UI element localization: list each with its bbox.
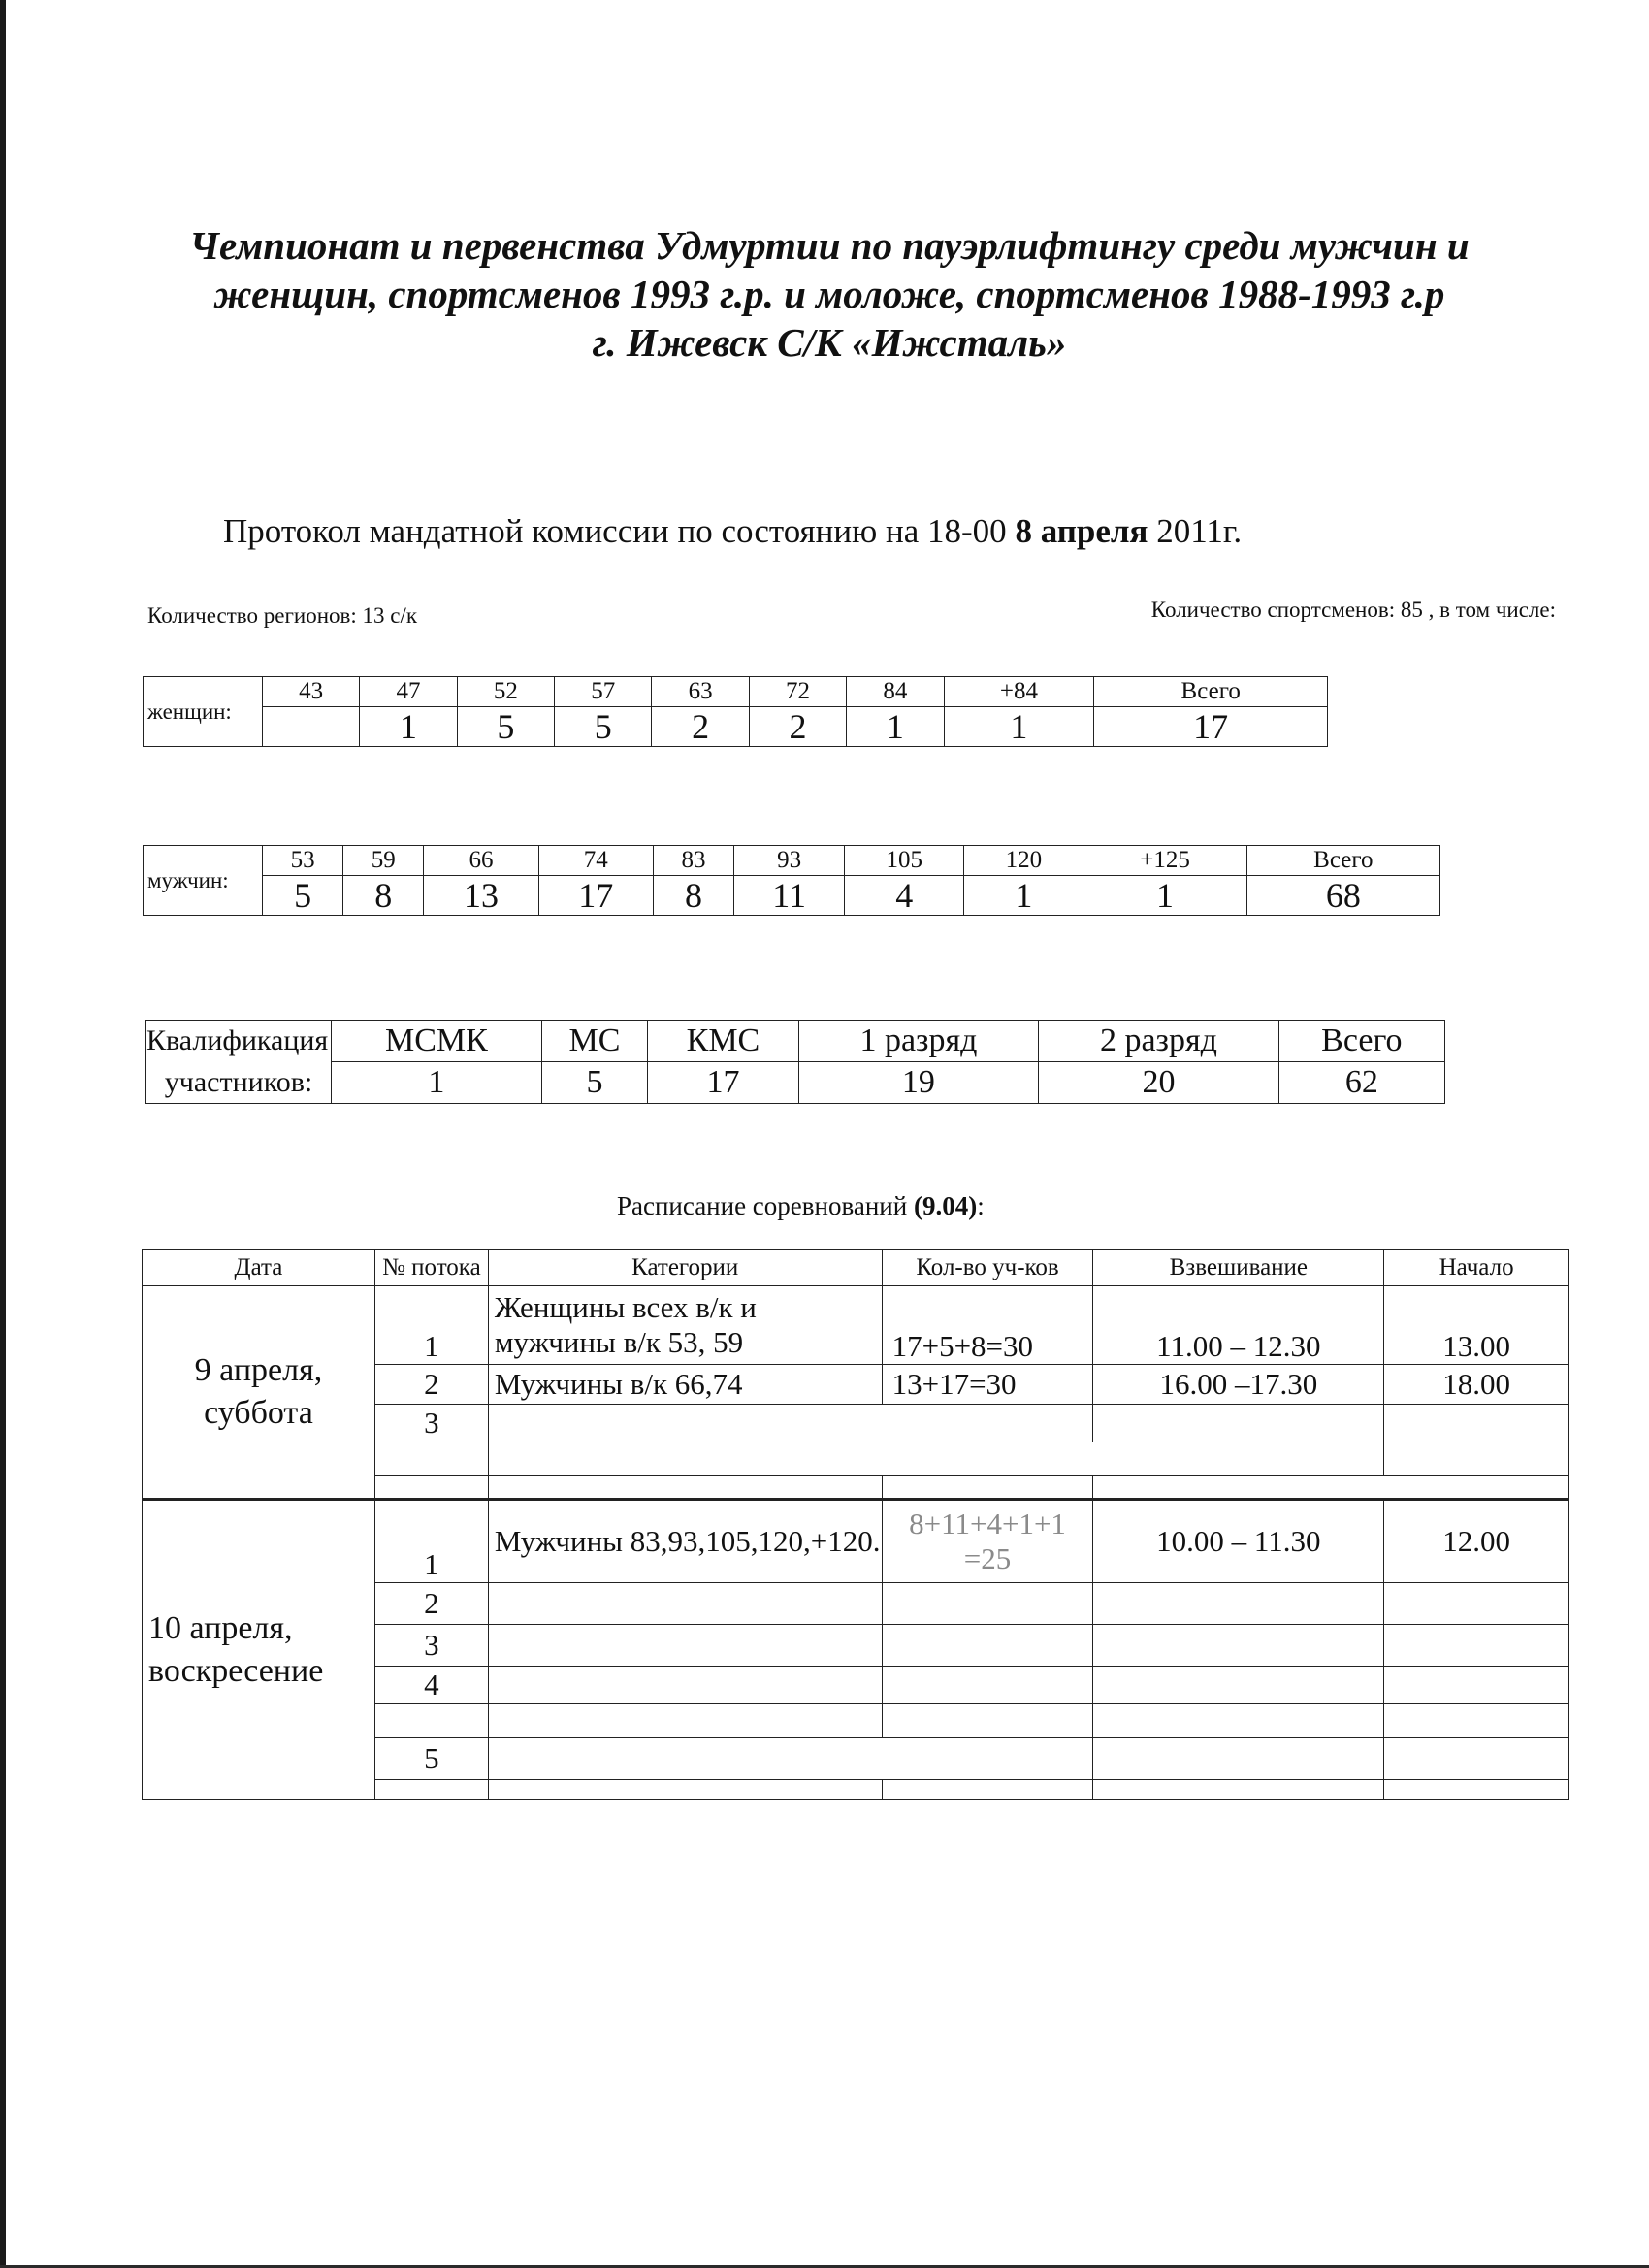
day2-date: 10 апреля, воскресение	[143, 1500, 375, 1800]
empty-cell	[1384, 1625, 1569, 1667]
men-count: 17	[538, 876, 653, 916]
women-count: 1	[360, 707, 457, 747]
empty-cell	[488, 1780, 882, 1800]
men-cat: +125	[1083, 846, 1246, 876]
empty-cell	[1384, 1442, 1569, 1476]
qualification-header: МС	[541, 1021, 647, 1062]
empty-cell	[1384, 1738, 1569, 1780]
qualification-header: 2 разряд	[1039, 1021, 1279, 1062]
women-count: 5	[457, 707, 554, 747]
empty-cell	[488, 1738, 1093, 1780]
empty-cell	[1384, 1704, 1569, 1738]
women-count: 1	[847, 707, 944, 747]
day2-r1-categories: Мужчины 83,93,105,120,+120.	[488, 1500, 882, 1583]
empty-cell	[882, 1476, 1093, 1500]
empty-cell	[488, 1583, 882, 1625]
schedule-title	[617, 1191, 985, 1221]
women-cat: 84	[847, 677, 944, 707]
day2-r1-stream: 1	[374, 1500, 488, 1583]
women-count: 1	[944, 707, 1094, 747]
men-table	[143, 845, 1440, 916]
document-title	[136, 221, 1523, 367]
empty-cell	[882, 1583, 1093, 1625]
qualification-header: Всего	[1278, 1021, 1444, 1062]
header-categories: Категории	[488, 1250, 882, 1286]
day2-r4-stream: 4	[374, 1667, 488, 1704]
women-cat: 63	[652, 677, 749, 707]
schedule-title-suffix: :	[977, 1191, 985, 1220]
schedule-table	[142, 1249, 1569, 1800]
day1-r2-start: 18.00	[1384, 1365, 1569, 1405]
empty-cell	[1384, 1667, 1569, 1704]
empty-cell	[1093, 1704, 1384, 1738]
women-total: 17	[1094, 707, 1328, 747]
day1-date: 9 апреля, суббота	[143, 1286, 375, 1500]
protocol-date: 8 апреля	[1015, 512, 1148, 550]
women-cat: +84	[944, 677, 1094, 707]
day2-r2-stream: 2	[374, 1583, 488, 1625]
empty-cell	[488, 1625, 882, 1667]
day2-r3-stream: 3	[374, 1625, 488, 1667]
day2-r1-weighin: 10.00 – 11.30	[1093, 1500, 1384, 1583]
qualification-header: 1 разряд	[798, 1021, 1039, 1062]
empty-cell	[1093, 1667, 1384, 1704]
men-cat: 53	[263, 846, 343, 876]
empty-cell	[374, 1442, 488, 1476]
title-line-1: Чемпионат и первенства Удмуртии по пауэрлифтингу среди мужчин и	[189, 223, 1470, 268]
empty-cell	[374, 1704, 488, 1738]
empty-cell	[1093, 1738, 1384, 1780]
day1-r1-start: 13.00	[1384, 1286, 1569, 1365]
men-cat: 120	[964, 846, 1083, 876]
women-cat: 47	[360, 677, 457, 707]
protocol-suffix: 2011г.	[1148, 512, 1243, 550]
men-cat: 66	[424, 846, 538, 876]
protocol-prefix: Протокол мандатной комиссии по состоянию на 18-00	[223, 512, 1016, 550]
empty-cell	[374, 1780, 488, 1800]
day1-r1-categories: Женщины всех в/к и мужчины в/к 53, 59	[488, 1286, 882, 1365]
day2-r1-start: 12.00	[1384, 1500, 1569, 1583]
women-count	[263, 707, 360, 747]
header-stream: № потока	[374, 1250, 488, 1286]
day1-r1-weighin: 11.00 – 12.30	[1093, 1286, 1384, 1365]
title-line-3: г. Ижевск С/К «Ижсталь»	[592, 320, 1067, 365]
men-total-header: Всего	[1246, 846, 1439, 876]
empty-cell	[374, 1476, 488, 1500]
empty-cell	[1384, 1583, 1569, 1625]
empty-cell	[882, 1625, 1093, 1667]
qualification-value: 1	[332, 1062, 542, 1104]
empty-cell	[1093, 1405, 1384, 1442]
men-total: 68	[1246, 876, 1439, 916]
empty-cell	[1384, 1405, 1569, 1442]
header-count: Кол-во уч-ков	[882, 1250, 1093, 1286]
empty-cell	[1093, 1625, 1384, 1667]
title-line-2: женщин, спортсменов 1993 г.р. и моложе, спортсменов 1988-1993 г.р	[213, 272, 1445, 316]
regions-count: Количество регионов: 13 с/к	[147, 603, 418, 628]
header-date: Дата	[143, 1250, 375, 1286]
header-start: Начало	[1384, 1250, 1569, 1286]
men-cat: 93	[734, 846, 845, 876]
day1-r2-categories: Мужчины в/к 66,74	[488, 1365, 882, 1405]
protocol-heading	[223, 512, 1484, 551]
qualification-value: 62	[1278, 1062, 1444, 1104]
qualification-header: КМС	[648, 1021, 798, 1062]
empty-cell	[1093, 1583, 1384, 1625]
men-count: 1	[964, 876, 1083, 916]
day1-r1-stream: 1	[374, 1286, 488, 1365]
qualification-header: МСМК	[332, 1021, 542, 1062]
header-weighin: Взвешивание	[1093, 1250, 1384, 1286]
qualification-label-1: Квалификация	[146, 1021, 332, 1062]
women-cat: 57	[555, 677, 652, 707]
empty-cell	[882, 1667, 1093, 1704]
women-count: 2	[749, 707, 846, 747]
women-total-header: Всего	[1094, 677, 1328, 707]
women-label: женщин:	[144, 677, 263, 747]
men-label: мужчин:	[144, 846, 263, 916]
empty-cell	[882, 1704, 1093, 1738]
men-count: 8	[343, 876, 424, 916]
men-count: 11	[734, 876, 845, 916]
empty-cell	[488, 1476, 882, 1500]
women-cat: 52	[457, 677, 554, 707]
empty-cell	[1093, 1780, 1384, 1800]
empty-cell	[488, 1667, 882, 1704]
qualification-label-2: участников:	[146, 1062, 332, 1104]
empty-cell	[882, 1780, 1093, 1800]
women-cat: 72	[749, 677, 846, 707]
qualification-value: 17	[648, 1062, 798, 1104]
empty-cell	[488, 1442, 1383, 1476]
men-count: 5	[263, 876, 343, 916]
women-table	[143, 676, 1328, 747]
men-count: 13	[424, 876, 538, 916]
empty-cell	[488, 1704, 882, 1738]
qualification-table	[146, 1020, 1445, 1104]
men-cat: 83	[653, 846, 733, 876]
women-count: 2	[652, 707, 749, 747]
day2-r1-count: 8+11+4+1+1 =25	[882, 1500, 1093, 1583]
day1-r2-stream: 2	[374, 1365, 488, 1405]
empty-cell	[488, 1405, 1093, 1442]
women-count: 5	[555, 707, 652, 747]
empty-cell	[1384, 1780, 1569, 1800]
men-cat: 105	[845, 846, 964, 876]
qualification-value: 20	[1039, 1062, 1279, 1104]
men-count: 8	[653, 876, 733, 916]
day2-r5-stream: 5	[374, 1738, 488, 1780]
schedule-title-prefix: Расписание соревнований	[617, 1191, 914, 1220]
day1-r2-count: 13+17=30	[882, 1365, 1093, 1405]
men-count: 1	[1083, 876, 1246, 916]
athletes-count: Количество спортсменов: 85 , в том числе:	[1150, 598, 1556, 622]
empty-cell	[1093, 1476, 1569, 1500]
schedule-title-date: (9.04)	[913, 1191, 978, 1220]
men-count: 4	[845, 876, 964, 916]
men-cat: 74	[538, 846, 653, 876]
qualification-value: 5	[541, 1062, 647, 1104]
day1-r3-stream: 3	[374, 1405, 488, 1442]
day1-r2-weighin: 16.00 –17.30	[1093, 1365, 1384, 1405]
qualification-value: 19	[798, 1062, 1039, 1104]
day1-r1-count: 17+5+8=30	[882, 1286, 1093, 1365]
scan-edge-left	[0, 0, 6, 2268]
men-cat: 59	[343, 846, 424, 876]
women-cat: 43	[263, 677, 360, 707]
